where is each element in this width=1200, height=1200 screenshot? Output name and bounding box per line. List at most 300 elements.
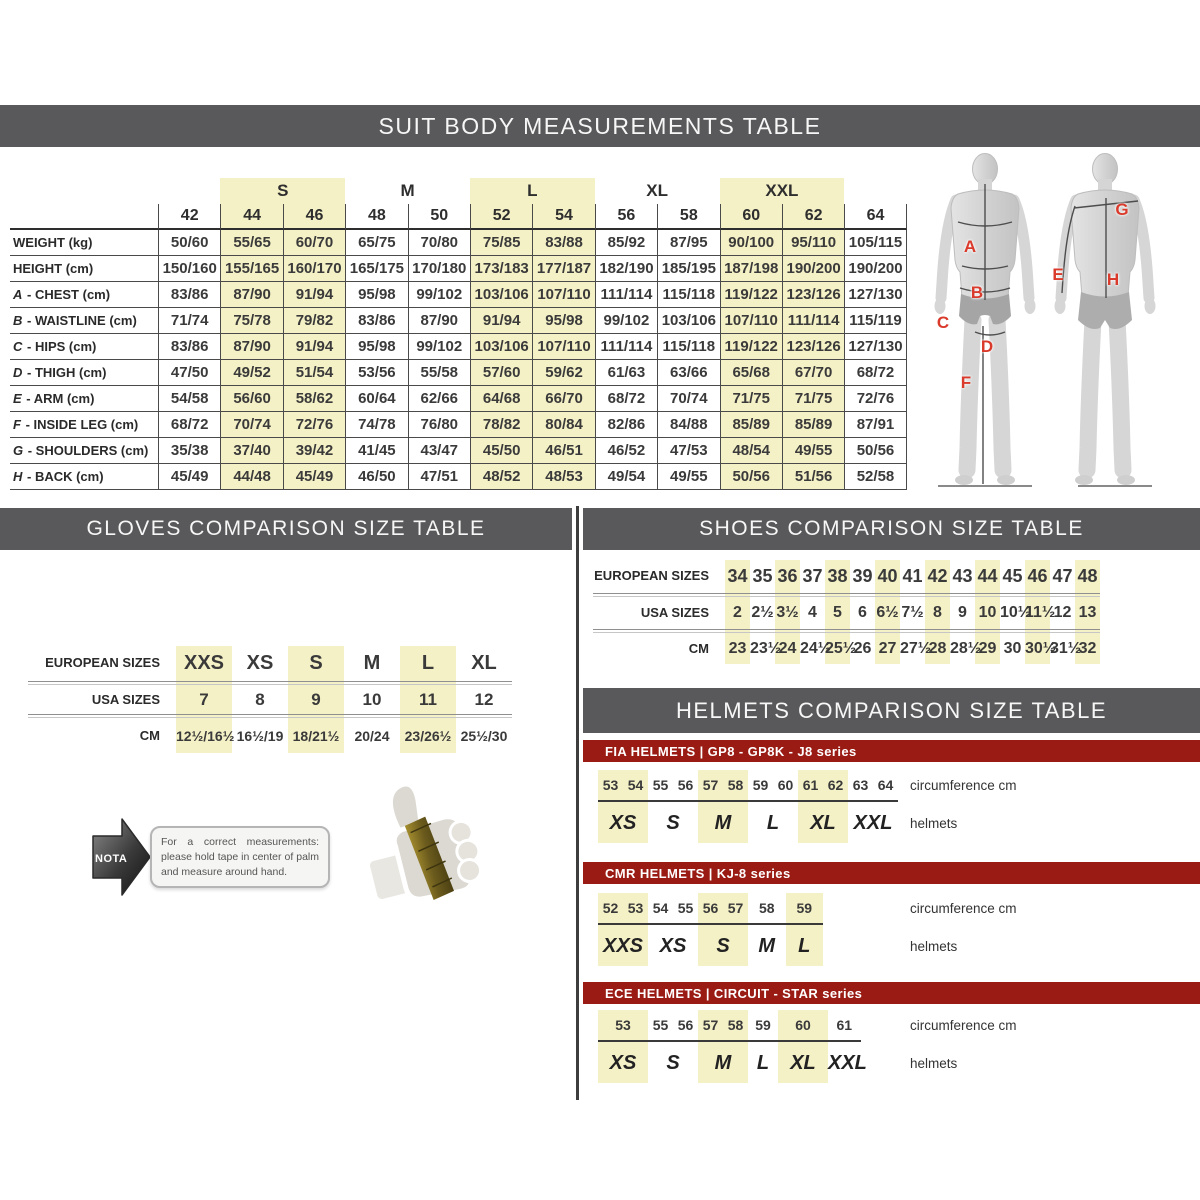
shoes-table-cell: 7½ (901, 604, 924, 621)
suit-row-letter: E (13, 391, 22, 406)
suit-value-cell: 67/70 (782, 360, 844, 386)
gloves-table-row-label: CM (139, 728, 160, 743)
suit-row-letter: A (13, 287, 23, 302)
suit-value-cell: 91/94 (470, 308, 532, 334)
nota-arrow (92, 813, 152, 901)
gloves-table-cell: 16½/19 (236, 728, 284, 744)
suit-value-cell: 99/102 (408, 334, 470, 360)
suit-row-letter: H (13, 469, 23, 484)
suit-row-label: A - CHEST (cm) (10, 282, 158, 308)
helmet-size-group (798, 770, 848, 843)
helmets-column-label: helmets (910, 939, 958, 954)
suit-row-label: F - INSIDE LEG (cm) (10, 412, 158, 438)
shoes-table-cell: 10 (978, 604, 997, 621)
suit-value-cell: 75/85 (470, 230, 532, 256)
figure-label-arm: E (1052, 265, 1064, 284)
suit-value-cell: 107/110 (532, 334, 594, 360)
suit-value-cell: 99/102 (408, 282, 470, 308)
suit-value-cell: 53/56 (345, 360, 407, 386)
fia-helmets-series-bar (583, 740, 1200, 762)
helmet-circumference-values (598, 1010, 648, 1040)
helmet-size-label: M (758, 935, 776, 957)
circumference-value: 61 (836, 1017, 853, 1033)
figure-label-chest: A (963, 237, 977, 256)
suit-value-cell: 91/94 (283, 334, 345, 360)
helmet-size-group (748, 770, 798, 843)
shoes-table-cell: 43 (952, 566, 973, 586)
shoes-table-cell: 2 (733, 604, 742, 621)
suit-value-cell: 170/180 (408, 256, 470, 282)
circumference-value: 58 (727, 777, 744, 793)
gloves-table-cell: XL (471, 652, 497, 674)
shoes-table-cell: 6½ (876, 604, 899, 621)
suit-value-cell: 71/75 (720, 386, 782, 412)
suit-size-group (10, 178, 220, 204)
suit-value-cell: 70/74 (657, 386, 719, 412)
helmet-size-label: L (766, 812, 780, 834)
suit-value-cell: 99/102 (595, 308, 657, 334)
helmet-size-group (786, 893, 824, 966)
suit-value-cell: 50/56 (720, 464, 782, 490)
cmr-helmets-size-table (598, 893, 1200, 971)
shoes-table-cell: 45 (1002, 566, 1023, 586)
helmet-size-label: XS (609, 812, 637, 834)
helmet-circumference-values (748, 893, 786, 923)
circumference-value: 62 (827, 777, 844, 793)
circumference-value: 54 (652, 900, 669, 916)
suit-value-cell: 190/200 (782, 256, 844, 282)
suit-value-cell: 61/63 (595, 360, 657, 386)
shoes-table-cell: 40 (877, 566, 898, 586)
shoes-table-cell: 24½ (800, 640, 832, 657)
circumference-column-label: circumference cm (910, 901, 1017, 916)
suit-measurements-table (10, 178, 907, 490)
helmets-table-title-bar (583, 688, 1200, 733)
circumference-value: 59 (796, 900, 813, 916)
suit-size-header: 58 (657, 204, 719, 230)
shoes-table-cell: 12 (1053, 604, 1072, 621)
shoes-table-cell: 42 (927, 566, 948, 586)
shoes-table-cell: 27 (878, 640, 897, 657)
circumference-value: 56 (677, 777, 694, 793)
shoes-table-cell: 28 (928, 640, 947, 657)
helmet-circumference-values (598, 893, 648, 923)
circumference-value: 53 (602, 777, 619, 793)
gloves-table-cell: M (363, 652, 381, 674)
suit-row-letter: C (13, 339, 23, 354)
suit-value-cell: 48/53 (532, 464, 594, 490)
suit-row-label: C - HIPS (cm) (10, 334, 158, 360)
suit-value-cell: 47/50 (158, 360, 220, 386)
suit-value-cell: 95/98 (345, 334, 407, 360)
shoes-table-cell: 36 (777, 566, 798, 586)
suit-size-header: 64 (844, 204, 906, 230)
suit-value-cell: 68/72 (595, 386, 657, 412)
suit-value-cell: 107/110 (720, 308, 782, 334)
suit-value-cell: 87/90 (220, 282, 282, 308)
gloves-table-title: GLOVES COMPARISON SIZE TABLE (86, 517, 486, 540)
shoes-table-cell: 47 (1052, 566, 1073, 586)
suit-value-cell: 95/110 (782, 230, 844, 256)
suit-value-cell: 111/114 (782, 308, 844, 334)
numbers-underline (598, 1040, 861, 1042)
shoes-table-cell: 3½ (776, 604, 799, 621)
helmets-table-title: HELMETS COMPARISON SIZE TABLE (675, 697, 1108, 723)
helmet-size-group (748, 1010, 778, 1083)
shoes-table-cell: 41 (902, 566, 923, 586)
suit-value-cell: 107/110 (532, 282, 594, 308)
suit-value-cell: 74/78 (345, 412, 407, 438)
helmet-size-group (698, 893, 748, 966)
circumference-column-label: circumference cm (910, 778, 1017, 793)
gloves-table-cell: 8 (255, 690, 265, 709)
helmet-circumference-values (748, 770, 798, 800)
suit-size-group: XL (646, 181, 668, 200)
body-measurement-figures (920, 148, 1200, 505)
helmet-circumference-values (698, 893, 748, 923)
suit-size-header: 62 (782, 204, 844, 230)
gloves-table-cell: 20/24 (354, 728, 390, 744)
suit-value-cell: 45/49 (158, 464, 220, 490)
suit-value-cell: 70/80 (408, 230, 470, 256)
row-separator (28, 681, 512, 685)
gloves-table-cell: 12 (474, 690, 494, 709)
fia-helmets-groups (598, 770, 1200, 843)
helmet-size-group (698, 1010, 748, 1083)
suit-value-cell: 91/94 (283, 282, 345, 308)
shoes-table-cell: 38 (827, 566, 848, 586)
helmet-size-label: M (714, 1052, 732, 1074)
gloves-table-cell: 18/21½ (292, 728, 340, 744)
suit-value-cell: 90/100 (720, 230, 782, 256)
suit-value-cell: 119/122 (720, 282, 782, 308)
shoes-table-cell: 24 (778, 640, 797, 657)
gloves-table-row-label: USA SIZES (91, 692, 160, 707)
suit-value-cell: 62/66 (408, 386, 470, 412)
circumference-value: 56 (677, 1017, 694, 1033)
suit-value-cell: 160/170 (283, 256, 345, 282)
helmet-circumference-values (648, 770, 698, 800)
figure-label-back: H (1106, 270, 1120, 289)
helmet-circumference-values (698, 1010, 748, 1040)
suit-size-group (844, 178, 906, 204)
circumference-value: 58 (727, 1017, 744, 1033)
suit-value-cell: 119/122 (720, 334, 782, 360)
row-separator (593, 593, 1100, 597)
circumference-value: 59 (752, 777, 769, 793)
suit-value-cell: 59/62 (532, 360, 594, 386)
suit-value-cell: 55/65 (220, 230, 282, 256)
suit-value-cell: 49/55 (657, 464, 719, 490)
helmet-size-group (748, 893, 786, 966)
circumference-column-label: circumference cm (910, 1018, 1017, 1033)
suit-value-cell: 190/200 (844, 256, 906, 282)
nota-text-box (150, 826, 330, 888)
suit-value-cell: 75/78 (220, 308, 282, 334)
suit-value-cell: 155/165 (220, 256, 282, 282)
shoes-table-cell: 13 (1078, 604, 1097, 621)
suit-value-cell: 60/64 (345, 386, 407, 412)
shoes-table-title: SHOES COMPARISON SIZE TABLE (699, 517, 1084, 540)
circumference-value: 63 (852, 777, 869, 793)
suit-value-cell: 57/60 (470, 360, 532, 386)
suit-value-cell: 45/50 (470, 438, 532, 464)
shoes-table-cell: 2½ (751, 604, 774, 621)
circumference-value: 55 (677, 900, 694, 916)
suit-value-cell: 71/74 (158, 308, 220, 334)
helmet-size-label: XXS (602, 935, 644, 957)
suit-value-cell: 71/75 (782, 386, 844, 412)
suit-value-cell: 177/187 (532, 256, 594, 282)
section-divider (576, 506, 579, 1100)
circumference-value: 53 (615, 1017, 631, 1033)
gloves-table-row-label: EUROPEAN SIZES (45, 655, 160, 670)
suit-value-cell: 165/175 (345, 256, 407, 282)
shoes-table-cell: 30½ (1025, 640, 1057, 657)
shoes-table-cell: 5 (833, 604, 842, 621)
suit-value-cell: 87/90 (220, 334, 282, 360)
helmet-size-label: XL (810, 812, 836, 834)
suit-size-group: L (470, 178, 595, 204)
suit-value-cell: 47/51 (408, 464, 470, 490)
helmet-circumference-values (598, 770, 648, 800)
suit-value-cell: 66/70 (532, 386, 594, 412)
gloves-table-cell: L (421, 652, 435, 674)
suit-size-header: 44 (220, 204, 282, 230)
suit-value-cell: 85/89 (720, 412, 782, 438)
shoes-table-cell: 26 (853, 640, 872, 657)
suit-value-cell: 49/54 (595, 464, 657, 490)
helmet-size-label: S (666, 1052, 680, 1074)
suit-row-label: E - ARM (cm) (10, 386, 158, 412)
suit-value-cell: 47/53 (657, 438, 719, 464)
suit-header-corner (10, 204, 158, 230)
figure-label-hips: C (936, 313, 950, 332)
circumference-value: 55 (652, 777, 669, 793)
figure-label-waistline: B (970, 283, 984, 302)
suit-value-cell: 80/84 (532, 412, 594, 438)
suit-value-cell: 37/40 (220, 438, 282, 464)
helmet-size-label: XXL (828, 1052, 867, 1074)
helmet-circumference-values (748, 1010, 778, 1040)
circumference-value: 58 (758, 900, 775, 916)
helmet-size-group (828, 1010, 867, 1083)
suit-row-label: G - SHOULDERS (cm) (10, 438, 158, 464)
gloves-table-cell: 25½/30 (460, 728, 508, 744)
shoes-table-cell: 25½ (825, 640, 857, 657)
helmet-size-label: S (716, 935, 730, 957)
suit-value-cell: 39/42 (283, 438, 345, 464)
suit-value-cell: 85/92 (595, 230, 657, 256)
gloves-table-cell: S (309, 652, 323, 674)
helmet-size-group (778, 1010, 828, 1083)
suit-row-label: HEIGHT (cm) (10, 256, 158, 282)
suit-value-cell: 83/86 (158, 334, 220, 360)
helmet-size-group (648, 893, 698, 966)
suit-value-cell: 95/98 (345, 282, 407, 308)
helmets-column-label: helmets (910, 816, 958, 831)
numbers-underline (598, 923, 823, 925)
suit-value-cell: 65/75 (345, 230, 407, 256)
suit-table-title-bar (0, 105, 1200, 147)
helmet-size-label: XL (790, 1052, 816, 1074)
shoes-table-row-label: CM (688, 641, 709, 656)
shoes-table-cell: 32 (1078, 640, 1097, 657)
gloves-table-cell: 23/26½ (404, 728, 452, 744)
circumference-value: 64 (877, 777, 894, 793)
shoes-table-cell: 4 (808, 604, 817, 621)
suit-size-group: M (400, 181, 415, 200)
helmets-column-label: helmets (910, 1056, 958, 1071)
helmet-size-group (848, 770, 898, 843)
suit-size-header: 56 (595, 204, 657, 230)
circumference-value: 60 (777, 777, 794, 793)
circumference-value: 59 (755, 1017, 771, 1033)
gloves-table-cell: 12½/16½ (176, 728, 235, 744)
suit-value-cell: 46/50 (345, 464, 407, 490)
fia-helmets-series-label: FIA HELMETS | GP8 - GP8K - J8 series (605, 743, 857, 759)
helmet-circumference-values (648, 893, 698, 923)
suit-value-cell: 127/130 (844, 282, 906, 308)
suit-value-cell: 68/72 (844, 360, 906, 386)
suit-row-letter: B (13, 313, 23, 328)
suit-value-cell: 103/106 (470, 334, 532, 360)
suit-value-cell: 46/51 (532, 438, 594, 464)
figure-label-shoulders: G (1115, 200, 1129, 219)
circumference-value: 53 (627, 900, 644, 916)
circumference-value: 57 (702, 1017, 719, 1033)
suit-row-letter: F (13, 417, 21, 432)
suit-value-cell: 49/55 (782, 438, 844, 464)
suit-value-cell: 123/126 (782, 334, 844, 360)
suit-value-cell: 45/49 (283, 464, 345, 490)
suit-value-cell: 127/130 (844, 334, 906, 360)
suit-value-cell: 65/68 (720, 360, 782, 386)
shoes-table-cell: 29 (978, 640, 997, 657)
suit-value-cell: 64/68 (470, 386, 532, 412)
suit-size-header: 48 (345, 204, 407, 230)
suit-value-cell: 111/114 (595, 334, 657, 360)
gloves-table-cell: XS (246, 652, 274, 674)
helmet-circumference-values (698, 770, 748, 800)
suit-value-cell: 48/54 (720, 438, 782, 464)
helmet-size-group (598, 893, 648, 966)
ece-helmets-series-label: ECE HELMETS | CIRCUIT - STAR series (605, 985, 863, 1001)
suit-value-cell: 63/66 (657, 360, 719, 386)
suit-value-cell: 85/89 (782, 412, 844, 438)
shoes-table-grid (593, 560, 1100, 664)
shoes-table-cell: 6 (858, 604, 867, 621)
shoes-size-table (593, 560, 1100, 664)
cmr-helmets-series-bar (583, 862, 1200, 884)
suit-size-header: 60 (720, 204, 782, 230)
suit-value-cell: 83/88 (532, 230, 594, 256)
shoes-table-cell: 23 (728, 640, 747, 657)
suit-value-cell: 115/118 (657, 282, 719, 308)
suit-value-cell: 43/47 (408, 438, 470, 464)
gloves-table-cell: 10 (362, 690, 382, 709)
shoes-table-cell: 27½ (900, 640, 932, 657)
helmet-size-label: S (666, 812, 680, 834)
gloves-table-title-bar (0, 508, 572, 550)
shoes-table-cell: 34 (727, 566, 748, 586)
suit-value-cell: 103/106 (470, 282, 532, 308)
helmet-size-group (648, 1010, 698, 1083)
suit-value-cell: 55/58 (408, 360, 470, 386)
suit-value-cell: 95/98 (532, 308, 594, 334)
suit-value-cell: 50/56 (844, 438, 906, 464)
suit-value-cell: 187/198 (720, 256, 782, 282)
suit-value-cell: 44/48 (220, 464, 282, 490)
suit-value-cell: 84/88 (657, 412, 719, 438)
nota-text: For a correct measurements: please hold tape in center of palm and measure around hand. (161, 836, 319, 879)
circumference-value: 57 (727, 900, 744, 916)
shoes-table-row-label: USA SIZES (640, 605, 709, 620)
suit-value-cell: 78/82 (470, 412, 532, 438)
helmet-size-group (698, 770, 748, 843)
helmet-circumference-values (786, 893, 824, 923)
suit-value-cell: 72/76 (283, 412, 345, 438)
numbers-underline (598, 800, 898, 802)
suit-row-letter: G (13, 443, 24, 458)
suit-value-cell: 60/70 (283, 230, 345, 256)
row-separator (593, 629, 1100, 633)
gloves-size-table (28, 646, 512, 753)
suit-size-group: XXL (720, 178, 845, 204)
gloves-table-cell: 11 (419, 690, 437, 709)
shoes-table-cell: 10½ (1000, 604, 1032, 621)
shoes-table-cell: 48 (1077, 566, 1098, 586)
shoes-table-cell: 31½ (1050, 640, 1082, 657)
suit-value-cell: 182/190 (595, 256, 657, 282)
circumference-value: 54 (627, 777, 644, 793)
helmet-size-label: L (798, 935, 811, 957)
suit-value-cell: 83/86 (345, 308, 407, 334)
shoes-table-title-bar (583, 508, 1200, 550)
figure-label-inside-leg: F (960, 373, 972, 392)
suit-size-header: 46 (283, 204, 345, 230)
suit-value-cell: 41/45 (345, 438, 407, 464)
circumference-value: 56 (702, 900, 719, 916)
shoes-table-cell: 9 (958, 604, 967, 621)
suit-value-cell: 49/52 (220, 360, 282, 386)
shoes-table-cell: 11½ (1025, 604, 1056, 621)
suit-value-cell: 48/52 (470, 464, 532, 490)
helmet-circumference-values (778, 1010, 828, 1040)
shoes-table-cell: 8 (933, 604, 942, 621)
suit-row-label: D - THIGH (cm) (10, 360, 158, 386)
helmet-circumference-values (828, 1010, 861, 1040)
suit-row-label: B - WAISTLINE (cm) (10, 308, 158, 334)
helmet-size-group (598, 1010, 648, 1083)
helmet-size-label: XS (659, 935, 687, 957)
suit-value-cell: 50/60 (158, 230, 220, 256)
gloves-table-grid (28, 646, 512, 753)
suit-value-cell: 173/183 (470, 256, 532, 282)
suit-size-header: 50 (408, 204, 470, 230)
suit-row-label: H - BACK (cm) (10, 464, 158, 490)
helmet-circumference-values (798, 770, 848, 800)
measuring-tape-hand-graphic (348, 770, 498, 920)
suit-value-cell: 115/118 (657, 334, 719, 360)
helmet-size-label: L (756, 1052, 770, 1074)
suit-value-cell: 68/72 (158, 412, 220, 438)
suit-value-cell: 111/114 (595, 282, 657, 308)
figure-label-thigh: D (980, 337, 994, 356)
shoes-table-cell: 30 (1003, 640, 1022, 657)
suit-row-letter: D (13, 365, 23, 380)
suit-value-cell: 35/38 (158, 438, 220, 464)
